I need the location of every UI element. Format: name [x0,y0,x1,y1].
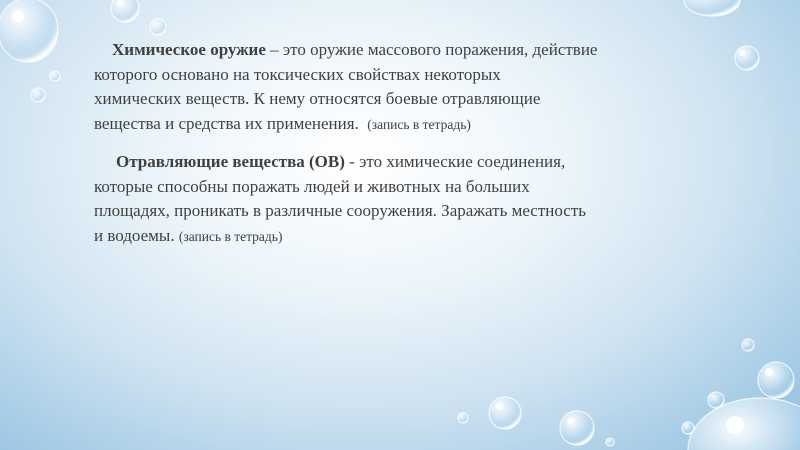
definition-line: - это химические соединения, [349,152,566,171]
definition-toxic-agents [94,150,694,249]
definition-line: которые способны поражать людей и животных на больших [94,176,530,196]
water-drop [758,362,794,398]
water-drop [688,398,800,450]
water-drop [735,46,759,70]
notebook-note: (запись в тетрадь) [367,116,471,132]
water-drop [489,397,521,429]
definition-line: вещества и средства их применения. [94,113,359,133]
water-drop [684,0,740,16]
water-drop [458,413,468,423]
water-drop [150,19,166,35]
definition-line: химических веществ. К нему относятся боевые отравляющие [94,89,541,108]
water-drop [0,0,58,62]
water-drop [50,71,60,81]
definition-line: площадях, проникать в различные сооружения. Заражать местность [94,201,587,220]
water-drop [111,0,139,22]
definition-line: и водоемы. [94,225,175,245]
water-drop [742,339,754,351]
definition-line: которого основано на токсических свойствах некоторых [94,64,501,84]
definition-line: – это оружие массового поражения, действие [270,40,598,59]
water-drop [606,438,614,446]
term-chemical-weapon: Химическое оружие [112,40,266,59]
water-drop [31,88,45,102]
notebook-note: (запись в тетрадь) [178,228,283,244]
definition-chemical-weapon [94,38,694,137]
slide-body [94,38,694,249]
term-toxic-agents: Отравляющие вещества (ОВ) [116,152,345,171]
water-drop [560,411,594,445]
